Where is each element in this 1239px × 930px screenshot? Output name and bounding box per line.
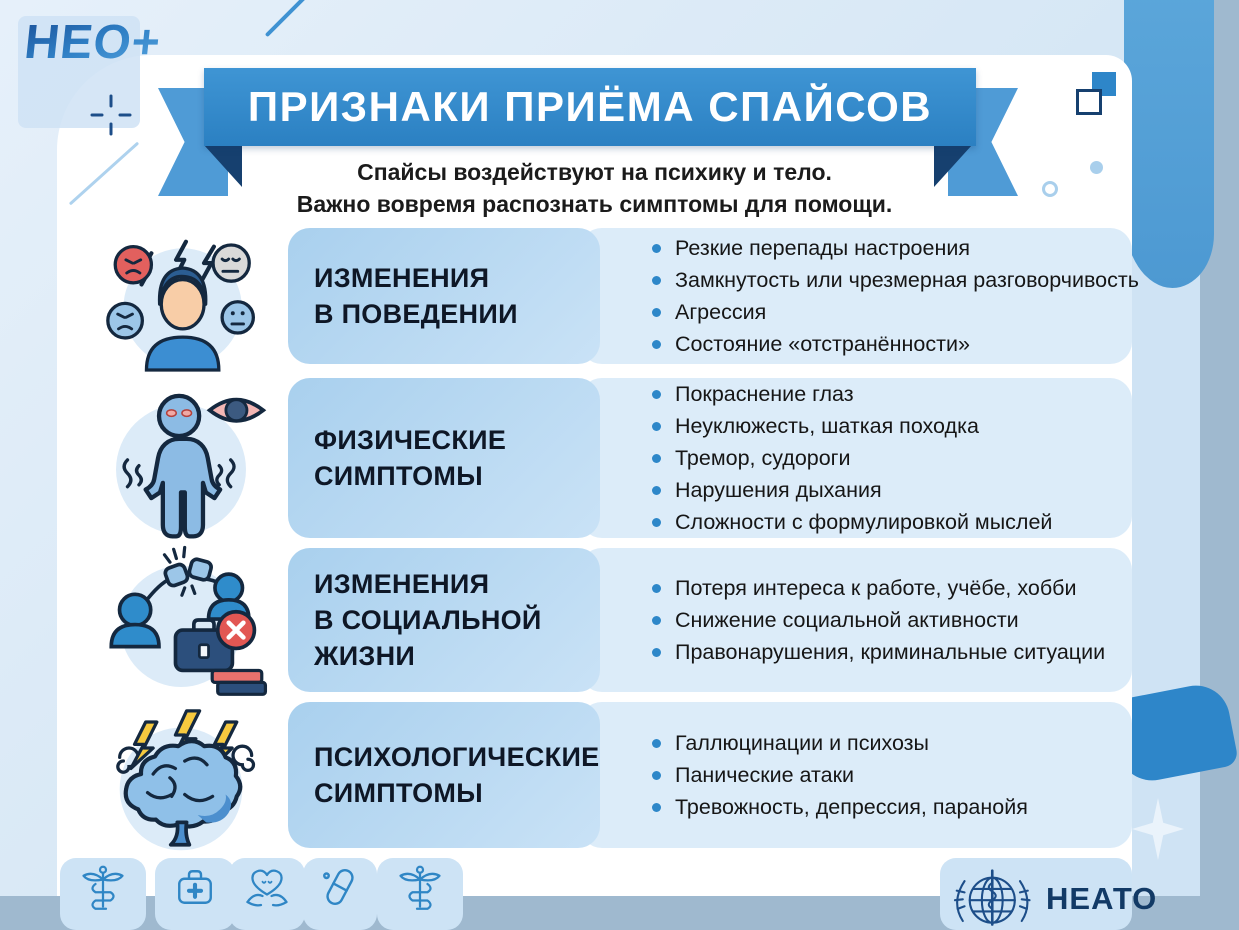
bullet-item: Панические атаки (652, 762, 1126, 789)
section-social (57, 542, 1132, 698)
bullet-item: Потеря интереса к работе, учёбе, хобби (652, 575, 1126, 602)
section-title-line: ПСИХОЛОГИЧЕСКИЕ (314, 742, 600, 772)
section-title-line: ИЗМЕНЕНИЯ (314, 263, 490, 293)
who-emblem-icon (942, 862, 1046, 928)
trembling-body-icon (81, 372, 281, 544)
bullet-list (652, 376, 1126, 541)
ribbon-banner (204, 68, 976, 146)
footer-tile (60, 858, 146, 930)
hands-heart-icon (243, 863, 291, 911)
diagonal-line-decoration (265, 0, 307, 37)
bullet-item: Снижение социальной активности (652, 607, 1126, 634)
neo-plus-logo (24, 12, 204, 72)
section-title-card (288, 228, 600, 364)
intro-line-2: Важно вовремя распознать симптомы для помощи. (296, 191, 893, 217)
left-edge-decoration (0, 0, 57, 896)
bullet-item: Сложности с формулировкой мыслей (652, 509, 1126, 536)
intro-line-1: Спайсы воздействуют на психику и тело. (357, 159, 832, 185)
footer-tile (155, 858, 235, 930)
sparkle-shape (1132, 798, 1184, 860)
bullet-list (652, 725, 1126, 826)
bullet-item: Тревожность, депрессия, паранойя (652, 794, 1126, 821)
section-title-line: СИМПТОМЫ (314, 778, 483, 808)
section-title-line: ИЗМЕНЕНИЯ (314, 569, 490, 599)
organization-tile (940, 858, 1158, 930)
broken-connection-icon (81, 542, 281, 698)
bullet-item: Резкие перепады настроения (652, 235, 1126, 262)
section-title-card (288, 702, 600, 848)
section-behavior (57, 222, 1139, 370)
bullet-list (652, 230, 1139, 363)
mood-swings-icon (81, 222, 281, 370)
bullet-item: Тремор, судороги (652, 445, 1126, 472)
section-title-line: В СОЦИАЛЬНОЙ (314, 605, 542, 635)
section-bullet-card (580, 228, 1139, 364)
section-title-card (288, 548, 600, 692)
bullet-list (652, 570, 1126, 671)
section-physical (57, 372, 1132, 544)
right-edge-strip (1132, 0, 1200, 896)
intro-text (57, 156, 1132, 220)
section-title-line: ФИЗИЧЕСКИЕ (314, 425, 507, 455)
first-aid-kit-icon (171, 863, 219, 911)
bullet-item: Неуклюжесть, шаткая походка (652, 413, 1126, 440)
bullet-item: Агрессия (652, 299, 1126, 326)
brain-storm-icon (81, 696, 281, 854)
section-bullet-card (580, 378, 1132, 538)
logo-text: НЕО+ (22, 15, 164, 69)
caduceus-icon (396, 863, 444, 911)
decorative-outline-square (1076, 89, 1102, 115)
bullet-item: Правонарушения, криминальные ситуации (652, 639, 1126, 666)
footer-tile (377, 858, 463, 930)
section-bullet-card (580, 548, 1132, 692)
bullet-item: Галлюцинации и психозы (652, 730, 1126, 757)
section-psychological (57, 696, 1132, 854)
bullet-item: Нарушения дыхания (652, 477, 1126, 504)
bullet-item: Замкнутость или чрезмерная разговорчивость (652, 267, 1126, 294)
section-title-line: СИМПТОМЫ (314, 461, 483, 491)
bullet-item: Состояние «отстранённости» (652, 331, 1126, 358)
pill-icon (316, 863, 364, 911)
section-bullet-card (580, 702, 1132, 848)
footer-tile (229, 858, 305, 930)
footer-icon-row (57, 858, 1158, 916)
org-name: НЕАТО (1046, 881, 1158, 916)
caduceus-icon (79, 863, 127, 911)
section-title-line: В ПОВЕДЕНИИ (314, 299, 518, 329)
section-title-card (288, 378, 600, 538)
footer-tile (303, 858, 377, 930)
crosshair-icon (88, 92, 134, 138)
section-title-line: ЖИЗНИ (314, 641, 416, 671)
page-title: ПРИЗНАКИ ПРИЁМА СПАЙСОВ (247, 83, 933, 130)
bullet-item: Покраснение глаз (652, 381, 1126, 408)
right-strip-blue-cap (1124, 0, 1214, 288)
